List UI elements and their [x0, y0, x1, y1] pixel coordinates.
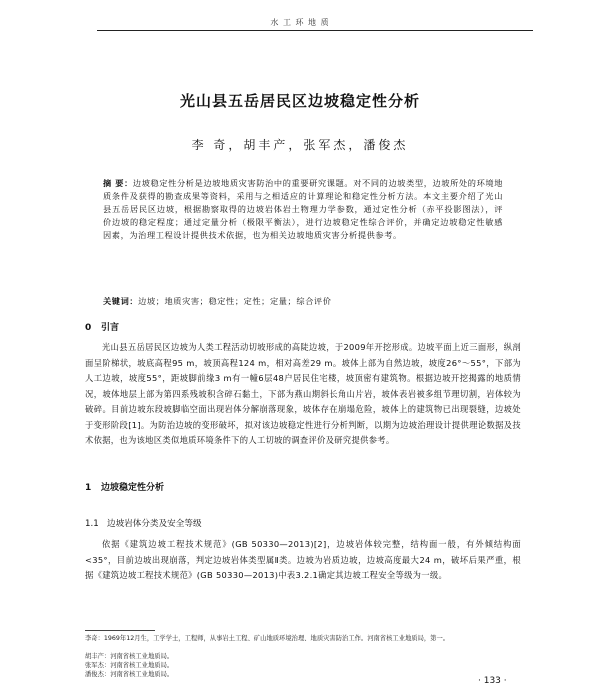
- abstract-label: 摘 要：: [103, 178, 133, 188]
- footnote-author2: 胡丰产：河南省核工业地质局。: [85, 653, 174, 660]
- section-heading-intro: [85, 320, 119, 333]
- paper-title: 光山县五岳居民区边坡稳定性分析: [179, 92, 420, 110]
- footnote-author3: 张军杰：河南省核工业地质局。: [85, 662, 174, 669]
- header-rule: [97, 30, 533, 31]
- subsection-number: 1.1: [85, 519, 99, 529]
- keywords: [103, 295, 503, 308]
- intro-paragraph: 光山县五岳居民区边坡为人类工程活动切坡形成的高陡边坡，于2009年开挖形成。边坡平面上近三面形，纵剖面呈阶梯状，坡底高程95 m，坡顶高程124 m，相对高差29 m。坡体上部为自然边坡，坡度26°～55°，下部为人工边坡，坡度55°，距坡脚前缘3 m有一幢6层48户居民住宅楼，坡顶密有建筑物。根据边坡开挖揭露的地质情况，坡体地层上部为第四系残坡积含碎石黏土，下部为燕山期斜长角山片岩，坡体表岩被多组节理切割，岩体较为破碎。目前边坡东段坡脚临空面出现岩体分解崩落现象，坡体存在崩塌危险，坡体上的建筑物已出现裂缝，边坡处于变形阶段[1]。为防治边坡的变形破坏，拟对该边坡稳定性进行分析判断，以期为边坡治理设计提供理论数据及技术依据，也为该地区类似地质环境条件下的人工切坡的调查评价及研究提供参考。: [85, 342, 521, 445]
- paper-authors: 李 奇，胡丰产，张军杰，潘俊杰: [191, 138, 409, 152]
- footnote-author4: 潘俊杰：河南省核工业地质局。: [85, 671, 174, 678]
- footnote-author1: 李奇：1969年12月生，工学学士，工程师，从事岩土工程、矿山地质环境治理、地质灾害防治工作。河南省核工业地质局，第一。: [85, 635, 450, 642]
- subsection-1-1-paragraph: 依据《建筑边坡工程技术规范》(GB 50330—2013)[2]，边坡岩体较完整，结构面一般，有外倾结构面<35°，目前边坡出现崩落，判定边坡岩体类型属Ⅱ类。边坡为岩质边坡，边坡高度最大24 m，破坏后果严重，根据《建筑边坡工程技术规范》(GB 50330—2013)中表3.2.1确定其边坡工程安全等级为一级。: [85, 539, 521, 580]
- subsection-title: 边坡岩体分类及安全等级: [107, 519, 202, 529]
- section-number: 0: [85, 323, 92, 333]
- abstract: [103, 177, 503, 242]
- page-number: · 133 ·: [478, 676, 507, 686]
- section-number: 1: [85, 483, 92, 493]
- section-title: 引言: [101, 323, 120, 333]
- section-heading-1: [85, 480, 164, 493]
- section-title: 边坡稳定性分析: [101, 483, 165, 493]
- footnote-rule: [85, 630, 155, 631]
- journal-header: 水 工 环 地 质: [270, 18, 330, 27]
- subsection-heading-1-1: [85, 517, 202, 529]
- abstract-text: 边坡稳定性分析是边坡地质灾害防治中的重要研究课题。对不同的边坡类型，边坡所处的环境地质条件及获得的勘查成果等资料，采用与之相适应的计算理论和稳定性分析方法。本文主要介绍了光山县五岳居民区边坡，根据勘察取得的边坡岩体岩土物理力学参数，通过定性分析（赤平投影图法），评价边坡的稳定程度；通过定量分析（极限平衡法），进行边坡稳定性综合评价，并确定边坡稳定性敏感因素，为治理工程设计提供技术依据，也为相关边坡地质灾害分析提供参考。: [103, 178, 503, 240]
- keywords-label: 关键词：: [103, 296, 139, 306]
- keywords-text: 边坡；地质灾害；稳定性；定性；定量；综合评价: [138, 296, 332, 306]
